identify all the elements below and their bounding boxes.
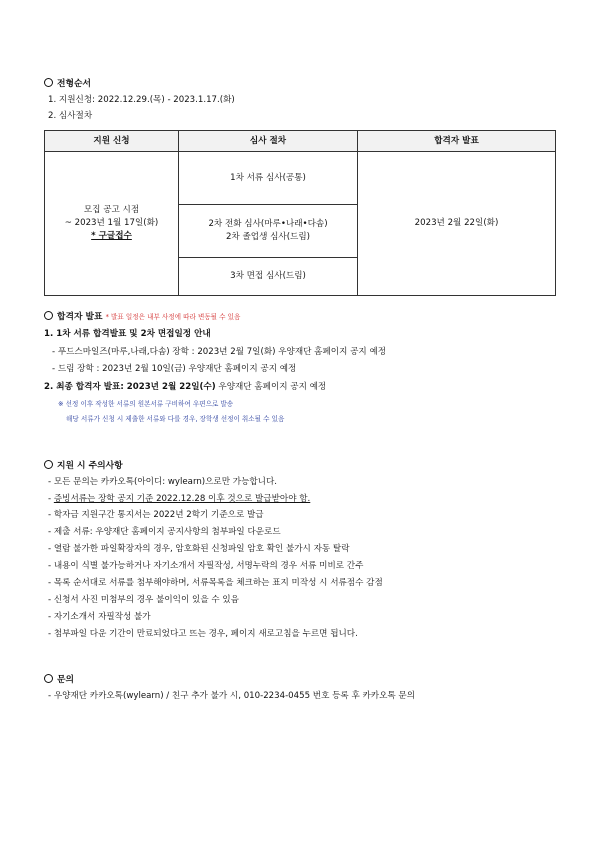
- circle-bullet-icon: [44, 460, 53, 469]
- review-cell: [179, 152, 358, 296]
- review-step-3: [179, 258, 357, 295]
- final-result-date: 2. 최종 합격자 발표: 2023년 2월 22일(수): [44, 382, 216, 392]
- table-header-apply: 지원 신청: [45, 131, 179, 152]
- table-body-row: [45, 152, 556, 296]
- caution-item: [48, 493, 310, 505]
- review-step-2-text-2: 2차 졸업생 심사(드림): [225, 232, 311, 242]
- caution-item: - 내용이 식별 불가능하거나 자기소개서 자필작성, 서명누락의 경우 서류 미비로 간주: [48, 561, 364, 571]
- caution-item: - 자기소개서 자필작성 불가: [48, 612, 151, 622]
- caution-dash: -: [48, 494, 54, 504]
- announcement-item-1: 1. 1차 서류 합격발표 및 2차 면접일정 안내: [44, 329, 211, 339]
- table-header-result: 합격자 발표: [358, 131, 556, 152]
- heading-text: 전형순서: [57, 79, 91, 89]
- caution-item: - 열람 불가한 파일확장자의 경우, 암호화된 신청파일 암호 확인 불가시 자동 탈락: [48, 544, 350, 554]
- procedure-table: [44, 130, 556, 296]
- heading-text: 합격자 발표: [57, 312, 103, 322]
- review-step-1: [179, 152, 357, 205]
- result-cell: 2023년 2월 22일(화): [358, 152, 556, 296]
- caution-item: - 모든 문의는 카카오톡(아이디: wylearn)으로만 가능합니다.: [48, 477, 278, 487]
- caution-item: - 신청서 사진 미첨부의 경우 불이익이 있을 수 있음: [48, 595, 239, 605]
- caution-item: - 학자금 지원구간 통지서는 2022년 2학기 기준으로 발급: [48, 510, 264, 520]
- apply-line-2: ~ 2023년 1월 17일(화): [64, 218, 159, 228]
- caution-item: - 제출 서류: 우양재단 홈페이지 공지사항의 첨부파일 다운로드: [48, 527, 281, 537]
- final-result-rest: 우양재단 홈페이지 공지 예정: [215, 382, 327, 392]
- apply-line-3: * 구글접수: [91, 231, 132, 241]
- review-step-1-text: 1차 서류 심사(공통): [230, 172, 306, 183]
- section-heading-cautions: [44, 460, 123, 472]
- caution-item: - 목록 순서대로 서류를 첨부해야하며, 서류목록을 체크하는 표지 미작성 시 서류점수 감점: [48, 578, 383, 588]
- section-heading-inquiry: [44, 674, 74, 686]
- apply-cell: [45, 152, 179, 296]
- table-header-review: 심사 절차: [179, 131, 358, 152]
- announcement-note: * 발표 일정은 내부 사정에 따라 변동될 수 있음: [105, 313, 241, 321]
- caution-underlined-text: 증빙서류는 장학 공지 기준 2022.12.28 이후 것으로 발급받아야 함.: [53, 494, 311, 504]
- heading-text: 문의: [57, 675, 74, 685]
- section-heading-selection-order: [44, 78, 91, 90]
- circle-bullet-icon: [44, 78, 53, 87]
- caution-item: - 첨부파일 다운 기간이 만료되었다고 뜨는 경우, 페이지 새로고침을 누르면 됩니다.: [48, 629, 358, 639]
- announcement-item-1a: - 푸드스마일즈(마루,나래,다솜) 장학 : 2023년 2월 7일(화) 우양재단 홈페이지 공지 예정: [52, 347, 387, 357]
- apply-line-1: 모집 공고 시점: [83, 205, 140, 215]
- application-period: 1. 지원신청: 2022.12.29.(목) - 2023.1.17.(화): [48, 95, 235, 105]
- review-procedure-label: 2. 심사절차: [48, 111, 93, 121]
- warning-line-1: ※ 선정 이후 작성한 서류의 원본서류 구비하여 우편으로 발송: [58, 400, 234, 408]
- review-step-3-text: 3차 면접 심사(드림): [230, 271, 306, 281]
- table-header-row: [45, 131, 556, 152]
- announcement-item-2: [44, 381, 326, 393]
- section-heading-announcement: [44, 311, 240, 323]
- circle-bullet-icon: [44, 674, 53, 683]
- heading-text: 지원 시 주의사항: [57, 461, 123, 471]
- inquiry-item: - 우양재단 카카오톡(wylearn) / 친구 추가 불가 시, 010-2234-0455 번호 등록 후 카카오톡 문의: [48, 691, 416, 701]
- circle-bullet-icon: [44, 311, 53, 320]
- announcement-item-1b: - 드림 장학 : 2023년 2월 10일(금) 우양재단 홈페이지 공지 예정: [52, 364, 297, 374]
- review-step-2-text-1: 2차 전화 심사(마루•나래•다솜): [208, 219, 328, 229]
- warning-line-2: 해당 서류가 신청 시 제출한 서류와 다를 경우, 장학생 선정이 취소될 수 있음: [66, 415, 285, 423]
- review-step-2: [179, 205, 357, 258]
